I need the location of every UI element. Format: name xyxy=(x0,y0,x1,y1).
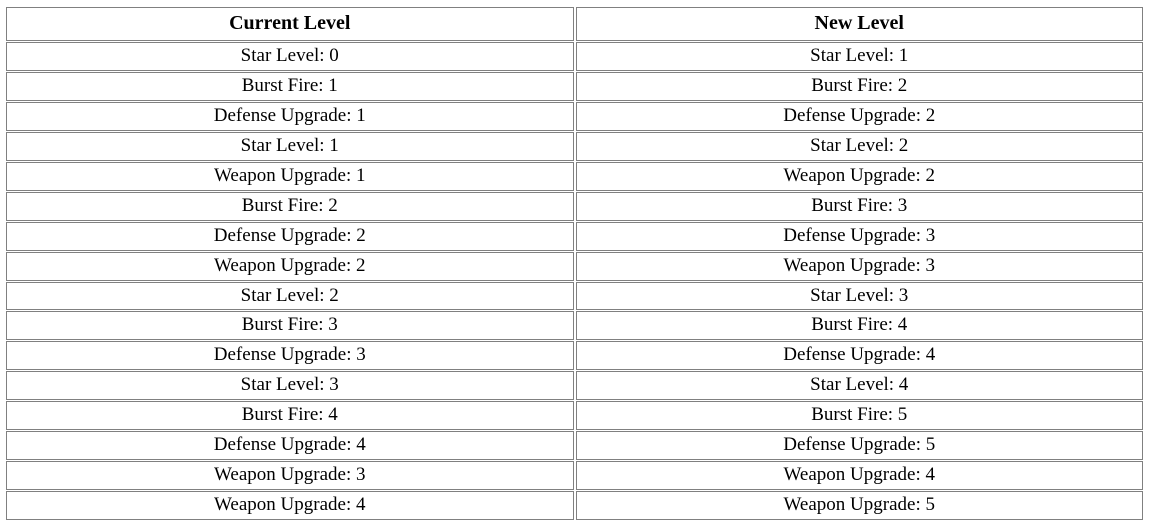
cell-new-level: Defense Upgrade: 4 xyxy=(576,341,1144,370)
cell-current-level: Burst Fire: 2 xyxy=(6,192,574,221)
table-row xyxy=(6,311,1143,340)
cell-new-level: Burst Fire: 4 xyxy=(576,311,1144,340)
table-row xyxy=(6,431,1143,460)
table-row xyxy=(6,222,1143,251)
cell-new-level: Defense Upgrade: 2 xyxy=(576,102,1144,131)
cell-new-level: Star Level: 3 xyxy=(576,282,1144,311)
table-row xyxy=(6,162,1143,191)
cell-current-level: Weapon Upgrade: 1 xyxy=(6,162,574,191)
cell-new-level: Defense Upgrade: 3 xyxy=(576,222,1144,251)
table-row xyxy=(6,282,1143,311)
column-header-new-level: New Level xyxy=(576,7,1144,41)
cell-current-level: Burst Fire: 1 xyxy=(6,72,574,101)
table-row xyxy=(6,72,1143,101)
cell-current-level: Defense Upgrade: 3 xyxy=(6,341,574,370)
cell-current-level: Burst Fire: 3 xyxy=(6,311,574,340)
cell-current-level: Star Level: 0 xyxy=(6,42,574,71)
table-row xyxy=(6,461,1143,490)
table-row xyxy=(6,491,1143,520)
cell-new-level: Defense Upgrade: 5 xyxy=(576,431,1144,460)
cell-current-level: Defense Upgrade: 2 xyxy=(6,222,574,251)
cell-current-level: Burst Fire: 4 xyxy=(6,401,574,430)
cell-current-level: Defense Upgrade: 1 xyxy=(6,102,574,131)
cell-new-level: Star Level: 1 xyxy=(576,42,1144,71)
cell-current-level: Star Level: 2 xyxy=(6,282,574,311)
table-row xyxy=(6,252,1143,281)
cell-new-level: Weapon Upgrade: 5 xyxy=(576,491,1144,520)
table-row xyxy=(6,102,1143,131)
cell-current-level: Weapon Upgrade: 2 xyxy=(6,252,574,281)
cell-current-level: Weapon Upgrade: 4 xyxy=(6,491,574,520)
table-row xyxy=(6,192,1143,221)
table-header xyxy=(6,7,1143,41)
cell-current-level: Star Level: 1 xyxy=(6,132,574,161)
cell-new-level: Star Level: 4 xyxy=(576,371,1144,400)
table-header-row xyxy=(6,7,1143,41)
table-row xyxy=(6,42,1143,71)
upgrade-level-table xyxy=(4,6,1145,521)
table-body xyxy=(6,42,1143,520)
table-row xyxy=(6,132,1143,161)
cell-new-level: Weapon Upgrade: 3 xyxy=(576,252,1144,281)
table-row xyxy=(6,341,1143,370)
cell-current-level: Defense Upgrade: 4 xyxy=(6,431,574,460)
table-row xyxy=(6,371,1143,400)
cell-new-level: Weapon Upgrade: 4 xyxy=(576,461,1144,490)
table-row xyxy=(6,401,1143,430)
cell-new-level: Weapon Upgrade: 2 xyxy=(576,162,1144,191)
cell-new-level: Burst Fire: 3 xyxy=(576,192,1144,221)
cell-new-level: Burst Fire: 2 xyxy=(576,72,1144,101)
cell-current-level: Star Level: 3 xyxy=(6,371,574,400)
cell-new-level: Star Level: 2 xyxy=(576,132,1144,161)
cell-new-level: Burst Fire: 5 xyxy=(576,401,1144,430)
cell-current-level: Weapon Upgrade: 3 xyxy=(6,461,574,490)
column-header-current-level: Current Level xyxy=(6,7,574,41)
